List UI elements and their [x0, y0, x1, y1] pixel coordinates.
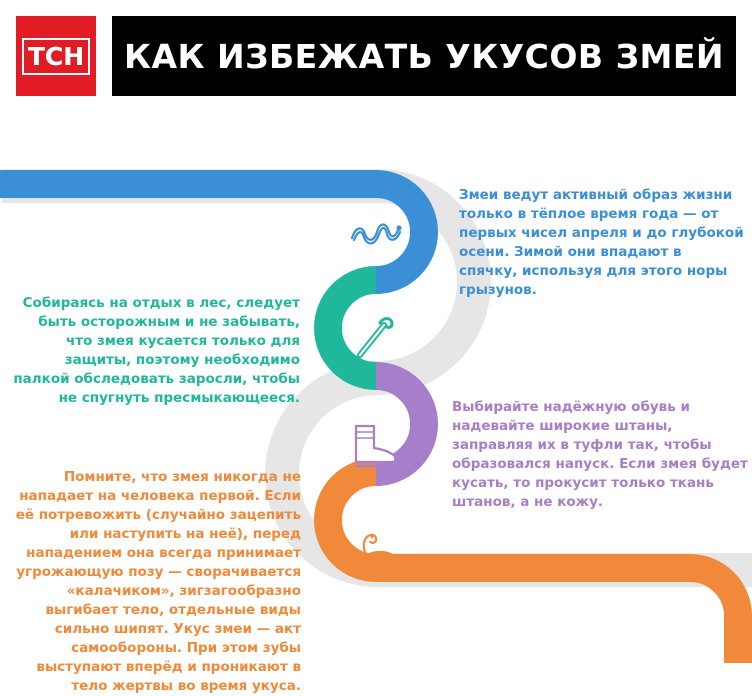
- section-text-green: Собираясь на отдых в лес, следует быть осторожным и не забывать, что змея кусается только для защиты, поэтому необходимо палкой обследовать заросли, чтобы не спугнуть пресмыкающееся.: [13, 295, 300, 406]
- tsn-logo-text: ТСН: [27, 41, 85, 71]
- section-text-blue: Змеи ведут активный образ жизни только в тёплое время года — от первых чисел апреля и до глубокой осени. Зимой они впадают в спячку, используя для этого норы грызунов.: [459, 187, 744, 298]
- snake-wave-icon: [348, 218, 404, 246]
- boot-icon: [348, 422, 402, 470]
- section-text-purple: Выбирайте надёжную обувь и надевайте широкие штаны, заправляя их в туфли так, чтобы образовался напуск. Если змея будет кусать, то прокусит только ткань штанов, а не кожу.: [452, 399, 748, 510]
- coiled-snake-icon: [350, 528, 406, 576]
- page-title: КАК ИЗБЕЖАТЬ УКУСОВ ЗМЕЙ: [123, 36, 725, 76]
- section-text-orange: Помните, что змея никогда не нападает на человека первой. Если её потревожить (случайно зацепить или наступить на неё), перед нападением она всегда принимает угрожающую позу — сворачивается «калачиком», зигзагообразно выгибает тело, отдельные виды сильно шипят. Укус змеи — акт самообороны. При этом зубы выступают вперёд и проникают в тело жертвы во время укуса.: [15, 469, 301, 694]
- walking-stick-icon: [352, 315, 398, 361]
